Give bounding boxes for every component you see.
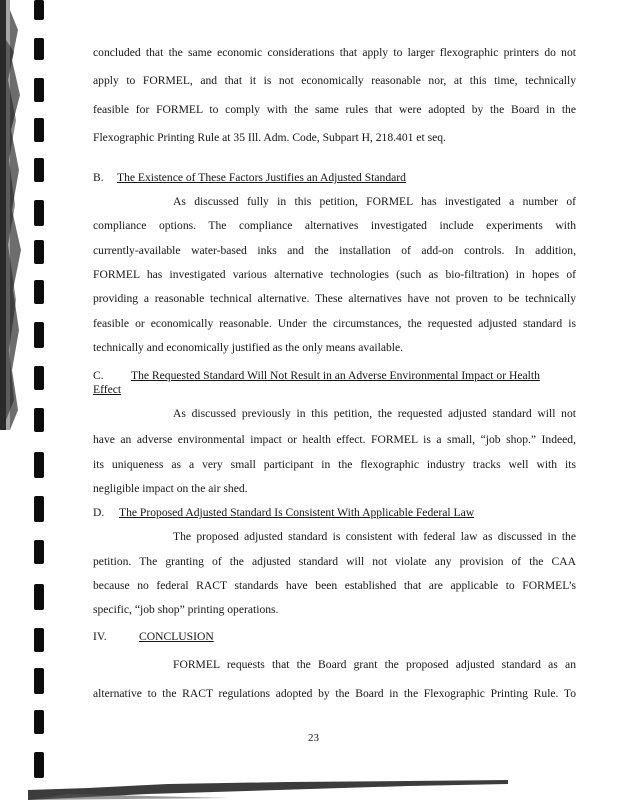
paragraph-line: specific, “job shop” printing operations. [93,603,279,616]
section-d-title: The Proposed Adjusted Standard Is Consistent With Applicable Federal Law [119,506,475,519]
section-c-title: The Requested Standard Will Not Result in an Adverse Environmental Impact or Health [131,369,540,382]
paragraph-line: alternative to the RACT regulations adopted by the Board in the Flexographic Printing Rule. To [93,687,576,700]
paragraph-line: The proposed adjusted standard is consistent with federal law as discussed in the [173,530,576,543]
section-d-label: D. [93,506,105,519]
paragraph-line: As discussed previously in this petition, the requested adjusted standard will not [173,407,576,420]
paragraph-line: feasible for FORMEL to comply with the same rules that were adopted by the Board in the [93,103,576,116]
paragraph-line: providing a reasonable technical alternative. These alternatives have not proven to be technically [93,292,576,305]
paragraph-line: petition. The granting of the adjusted standard will not violate any provision of the CAA [93,555,576,568]
paragraph-line: technically and economically justified as the only means available. [93,341,404,354]
paragraph-line: currently-available water-based inks and the installation of add-on controls. In addition, [93,244,576,257]
paragraph-line: negligible impact on the air shed. [93,482,248,495]
section-iv-title: CONCLUSION [139,630,214,643]
section-d-heading [93,506,576,520]
scan-edge-artifact [0,0,22,430]
paragraph-line: FORMEL requests that the Board grant the proposed adjusted standard as an [173,658,576,671]
paragraph-line: because no federal RACT standards have been established that are applicable to FORMEL’s [93,579,576,592]
section-iv-label: IV. [93,630,107,643]
paragraph-line: its uniqueness as a very small participant in the flexographic industry tracks well with its [93,458,576,471]
section-b-title: The Existence of These Factors Justifies an Adjusted Standard [117,171,406,184]
paragraph-line: have an adverse environmental impact or health effect. FORMEL is a small, “job shop.” Indeed, [93,433,576,446]
section-c-title-continued: Effect [93,383,122,396]
binder-holes [34,0,46,800]
section-iv-heading [93,630,576,644]
page-number: 23 [308,732,319,744]
paragraph-line: As discussed fully in this petition, FORMEL has investigated a number of [173,195,576,208]
section-c-heading [93,369,576,383]
section-b-label: B. [93,171,104,184]
paragraph-line: Flexographic Printing Rule at 35 Ill. Adm. Code, Subpart H, 218.401 et seq. [93,131,446,144]
paragraph-line: compliance options. The compliance alternatives investigated include experiments with [93,219,576,232]
paragraph-line: FORMEL has investigated various alternative technologies (such as bio-filtration) in hopes of [93,268,576,281]
scan-bottom-artifact [28,778,508,800]
section-c-label: C. [93,369,104,382]
section-b-heading [93,171,576,185]
paragraph-line: feasible or economically reasonable. Under the circumstances, the requested adjusted standard is [93,317,576,330]
paragraph-line: concluded that the same economic considerations that apply to larger flexographic printers do not [93,46,576,59]
paragraph-line: apply to FORMEL, and that it is not economically reasonable nor, at this time, technically [93,74,576,87]
